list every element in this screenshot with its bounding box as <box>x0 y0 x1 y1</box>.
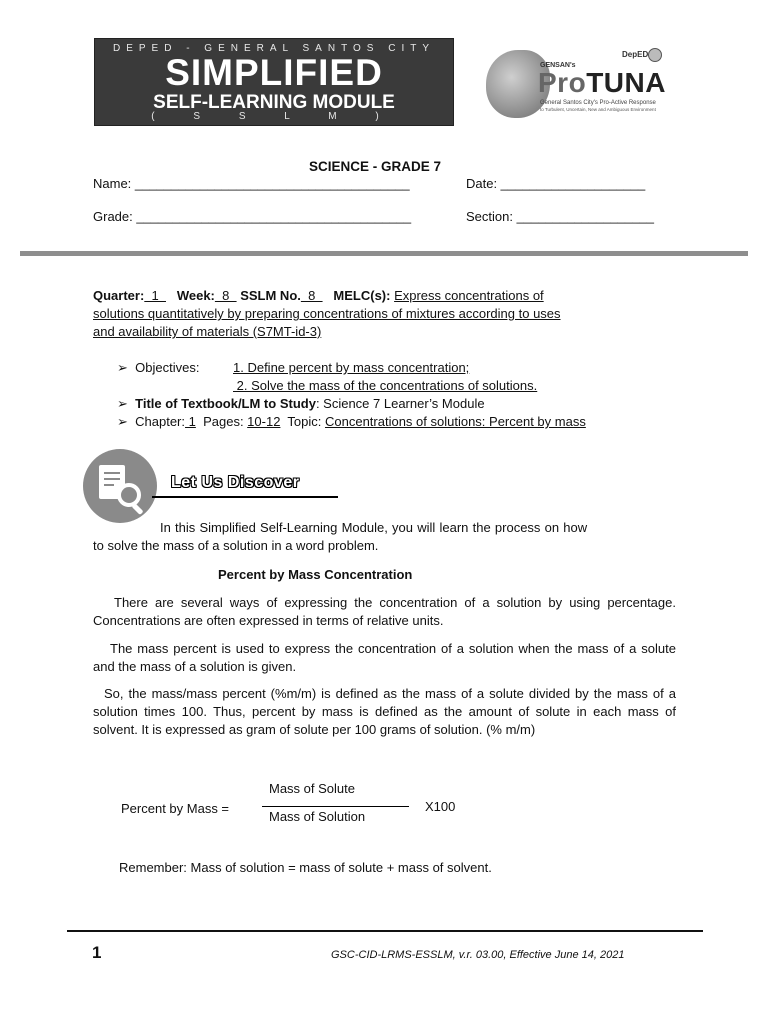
week-label: Week: <box>176 288 215 303</box>
textbook-value: : Science 7 Learner’s Module <box>315 396 485 411</box>
arrow-bullet-icon: ➢ <box>117 414 128 429</box>
logo-tuna: TUNA <box>586 67 666 98</box>
section-title: Let Us Discover <box>171 474 300 491</box>
page-number: 1 <box>92 943 102 962</box>
banner-title: SIMPLIFIED <box>165 52 383 93</box>
deped-seal-icon <box>648 48 662 62</box>
pages-label: Pages: <box>195 414 248 429</box>
date-field-label: Date: ____________________ <box>466 176 646 191</box>
paragraph-3: So, the mass/mass percent (%m/m) is defined as the mass of a solute divided by the mass of a solution times 100. Thus, percent by mass is defined as the amount of solute in each mass of solvent. It is expressed as gram of solute per 100 grams of solution. (% m/m) <box>93 686 676 737</box>
section-field-label: Section: ___________________ <box>466 209 654 224</box>
fraction-bar <box>262 806 409 807</box>
chapter-value: 1 <box>185 414 196 429</box>
footer-code: GSC-CID-LRMS-ESSLM, v.r. 03.00, Effective June 14, 2021 <box>331 949 625 961</box>
subheading: Percent by Mass Concentration <box>218 567 413 582</box>
name-field-label: Name: ______________________________________ <box>93 176 410 191</box>
objective-1: 1. Define percent by mass concentration; <box>233 360 470 375</box>
formula-multiplier: X100 <box>425 799 456 814</box>
protuna-logo <box>486 44 676 124</box>
list-item-chapter <box>117 414 586 430</box>
formula-numerator: Mass of Solute <box>269 781 355 796</box>
chapter-label: Chapter: <box>135 414 186 429</box>
logo-pro: Pro <box>538 67 587 98</box>
sslm-label: SSLM No. <box>240 288 301 303</box>
logo-gensan: GENSAN's <box>540 62 576 69</box>
banner-abbr: ( S S L M ) <box>151 111 397 122</box>
magnifier-icon <box>117 483 141 507</box>
banner-top-text: DEPED - GENERAL SANTOS CITY <box>112 43 436 54</box>
info-line-1 <box>93 288 544 303</box>
list-item-textbook <box>117 396 485 412</box>
formula-lhs: Percent by Mass = <box>121 801 230 816</box>
paragraph-2: The mass percent is used to express the concentration of a solution when the mass of a solute and the mass of a solution is given. <box>93 641 676 674</box>
logo-tagline: General Santos City's Pro-Active Response <box>540 100 656 106</box>
arrow-bullet-icon: ➢ <box>117 396 128 411</box>
formula-denominator: Mass of Solution <box>269 809 366 824</box>
logo-tagline-small: to Turbulent, Uncertain, New and Ambiguous Environment <box>540 107 656 112</box>
melc-label: MELC(s): <box>333 288 391 303</box>
pages-value: 10-12 <box>247 414 281 429</box>
arrow-bullet-icon: ➢ <box>117 360 128 375</box>
objective-2: 2. Solve the mass of the concentrations of solutions. <box>233 378 538 393</box>
grade-field-label: Grade: ______________________________________ <box>93 209 412 224</box>
sslm-banner <box>94 38 454 126</box>
paragraph-1: There are several ways of expressing the concentration of a solution by using percentage. Concentrations are often expressed in terms of relative units. <box>93 595 676 628</box>
magnifier-handle <box>131 503 143 515</box>
divider-bar <box>20 251 748 256</box>
melc-text-2: solutions quantitatively by preparing concentrations of mixtures according to uses <box>93 306 561 321</box>
topic-label: Topic: <box>280 414 325 429</box>
page-title: SCIENCE - GRADE 7 <box>309 159 442 174</box>
topic-value: Concentrations of solutions: Percent by mass <box>324 414 586 429</box>
week-value: 8 <box>214 288 237 303</box>
footer-divider <box>67 930 703 932</box>
intro-line-1: In this Simplified Self-Learning Module, you will learn the process on how <box>160 520 588 535</box>
melc-text-1: Express concentrations of <box>394 288 544 303</box>
section-title-underline <box>152 496 338 498</box>
list-item-objectives <box>117 360 199 376</box>
objectives-label: Objectives: <box>135 360 200 375</box>
quarter-value: 1 <box>144 288 166 303</box>
logo-wordmark <box>538 68 666 98</box>
intro-line-2: to solve the mass of a solution in a word problem. <box>93 538 379 553</box>
quarter-label: Quarter: <box>93 288 145 303</box>
logo-deped: DepED <box>622 50 649 59</box>
textbook-label: Title of Textbook/LM to Study <box>135 396 316 411</box>
melc-text-3: and availability of materials (S7MT-id-3) <box>93 324 322 339</box>
banner-subtitle: SELF-LEARNING MODULE <box>153 92 395 113</box>
sslm-value: 8 <box>300 288 323 303</box>
book-search-icon <box>83 449 157 523</box>
remember-note: Remember: Mass of solution = mass of solute + mass of solvent. <box>119 860 492 875</box>
